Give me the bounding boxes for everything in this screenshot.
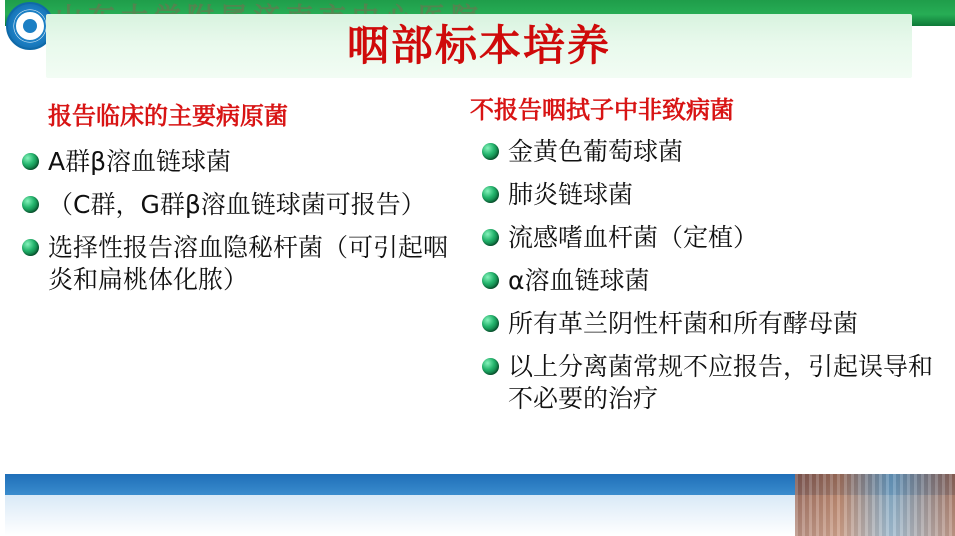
bullet-dot-icon bbox=[22, 239, 39, 256]
hospital-building-photo bbox=[795, 474, 955, 536]
bullet-dot-icon bbox=[482, 229, 499, 246]
left-column-list bbox=[22, 146, 472, 307]
list-item bbox=[482, 308, 937, 340]
right-column-list bbox=[482, 136, 937, 426]
list-item-label: 选择性报告溶血隐秘杆菌（可引起咽炎和扁桃体化脓） bbox=[48, 233, 449, 294]
list-item-label: 金黄色葡萄球菌 bbox=[508, 137, 684, 166]
list-item-label: α溶血链球菌 bbox=[508, 266, 650, 295]
bullet-dot-icon bbox=[482, 272, 499, 289]
left-edge-margin bbox=[0, 0, 5, 536]
list-item-label: 所有革兰阴性杆菌和所有酵母菌 bbox=[508, 309, 859, 338]
list-item bbox=[22, 189, 472, 221]
bullet-dot-icon bbox=[482, 358, 499, 375]
bullet-dot-icon bbox=[482, 186, 499, 203]
list-item bbox=[482, 179, 937, 211]
title-banner bbox=[46, 14, 912, 78]
left-column-heading: 报告临床的主要病原菌 bbox=[48, 102, 288, 130]
bullet-dot-icon bbox=[22, 153, 39, 170]
right-column-heading: 不报告咽拭子中非致病菌 bbox=[470, 96, 734, 124]
list-item bbox=[482, 265, 937, 297]
list-item-label: 流感嗜血杆菌（定植） bbox=[508, 223, 759, 252]
bullet-dot-icon bbox=[22, 196, 39, 213]
list-item bbox=[22, 232, 472, 296]
list-item bbox=[482, 136, 937, 168]
list-item bbox=[22, 146, 472, 178]
hospital-logo-inner-icon bbox=[14, 10, 46, 42]
list-item bbox=[482, 222, 937, 254]
list-item-label: 以上分离菌常规不应报告，引起误导和不必要的治疗 bbox=[508, 352, 934, 413]
list-item bbox=[482, 351, 937, 415]
bullet-dot-icon bbox=[482, 143, 499, 160]
list-item-label: （C群，G群β溶血链球菌可报告） bbox=[48, 190, 426, 219]
list-item-label: 肺炎链球菌 bbox=[508, 180, 634, 209]
list-item-label: A群β溶血链球菌 bbox=[48, 147, 232, 176]
page-title: 咽部标本培养 bbox=[346, 21, 611, 70]
bullet-dot-icon bbox=[482, 315, 499, 332]
